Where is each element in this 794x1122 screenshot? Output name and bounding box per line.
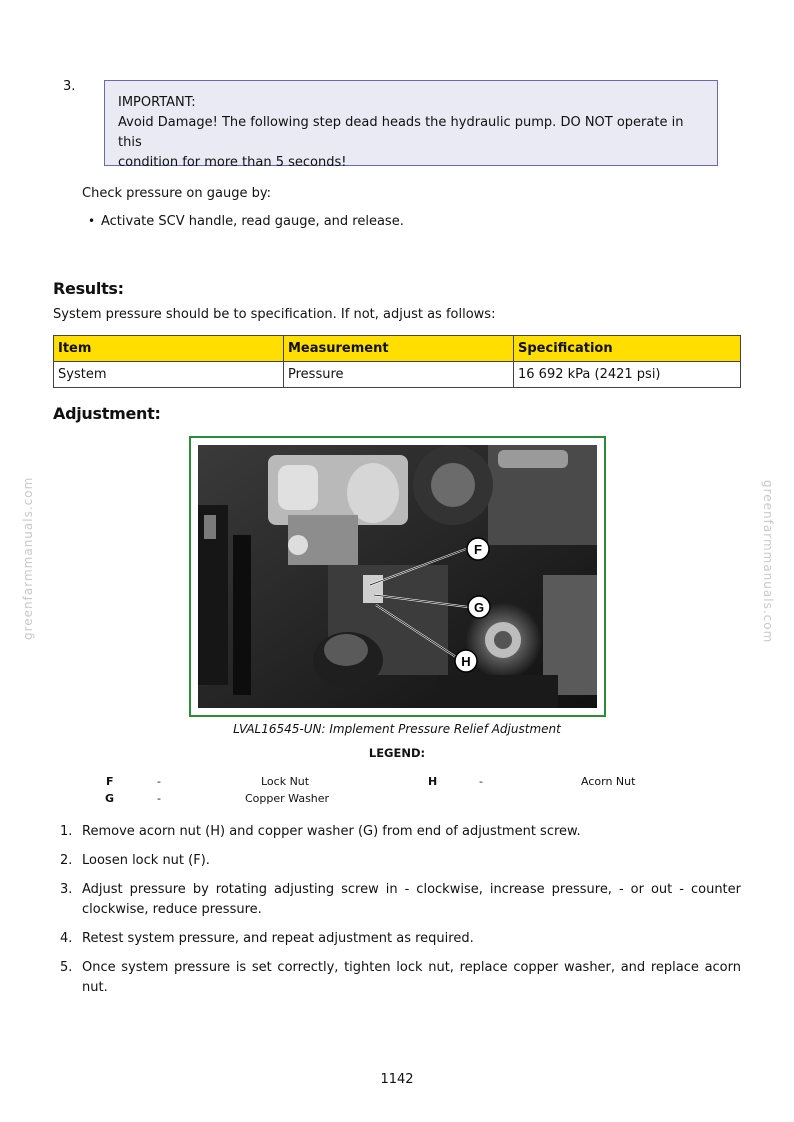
- table-header-item: Item: [54, 336, 284, 362]
- callout-g: [468, 596, 490, 618]
- list-item: [60, 958, 741, 998]
- bullet-text: Activate SCV handle, read gauge, and release.: [101, 214, 404, 229]
- legend-title: LEGEND:: [368, 746, 426, 760]
- callout-f: [467, 538, 489, 560]
- step-num: 3.: [60, 882, 73, 897]
- step-num: 1.: [60, 824, 73, 839]
- bullet-icon: •: [88, 214, 96, 228]
- legend-label-f: Lock Nut: [261, 775, 310, 788]
- legend-key-f: F: [106, 775, 114, 788]
- legend-dash-g: -: [157, 792, 161, 805]
- legend-key-g: G: [105, 792, 115, 805]
- step-text: Once system pressure is set correctly, tighten lock nut, replace copper washer, and replace acorn nut.: [82, 960, 741, 995]
- table-cell-measurement: Pressure: [284, 362, 514, 388]
- table-cell-specification: 16 692 kPa (2421 psi): [514, 362, 741, 388]
- check-pressure-text: Check pressure on gauge by:: [82, 186, 271, 201]
- step-num: 2.: [60, 853, 73, 868]
- results-text: System pressure should be to specification. If not, adjust as follows:: [53, 307, 496, 322]
- figure-frame: [189, 436, 606, 717]
- bullet-item: [88, 214, 404, 229]
- list-item: [60, 880, 741, 920]
- relief-valve-photo: [198, 445, 597, 708]
- adjustment-steps: [60, 822, 741, 1007]
- step-text: Loosen lock nut (F).: [82, 853, 210, 868]
- legend-label-h: Acorn Nut: [581, 775, 636, 788]
- step-num: 4.: [60, 931, 73, 946]
- step-num: 5.: [60, 960, 73, 975]
- page-number: 1142: [380, 1072, 414, 1087]
- figure-caption: LVAL16545-UN: Implement Pressure Relief Adjustment: [233, 722, 561, 736]
- legend-label-g: Copper Washer: [245, 792, 330, 805]
- step-number: 3.: [63, 79, 76, 94]
- table-row: [54, 362, 741, 388]
- specification-table: [53, 335, 741, 388]
- list-item: [60, 929, 741, 949]
- callout-h: [455, 650, 477, 672]
- callout-h-label: H: [461, 654, 471, 669]
- legend-key-h: H: [428, 775, 438, 788]
- step-text: Adjust pressure by rotating adjusting screw in - clockwise, increase pressure, - or out - counter clockwise, reduce pressure.: [82, 882, 741, 917]
- important-line-2: condition for more than 5 seconds!: [118, 155, 347, 170]
- list-item: [60, 822, 741, 842]
- step-text: Retest system pressure, and repeat adjustment as required.: [82, 931, 474, 946]
- watermark-right: greenfarmmanuals.com: [761, 480, 775, 644]
- callout-f-label: F: [474, 542, 482, 557]
- important-title: IMPORTANT:: [118, 95, 196, 110]
- adjustment-heading: Adjustment:: [53, 404, 161, 423]
- legend-dash-h: -: [479, 775, 483, 788]
- table-header-specification: Specification: [514, 336, 741, 362]
- callout-g-label: G: [473, 600, 485, 615]
- results-heading: Results:: [53, 279, 124, 298]
- important-notice: [104, 80, 718, 170]
- watermark-left: greenfarmmanuals.com: [21, 476, 35, 640]
- table-header-row: [54, 336, 741, 362]
- list-item: [60, 851, 741, 871]
- table-cell-item: System: [54, 362, 284, 388]
- important-line-1: Avoid Damage! The following step dead heads the hydraulic pump. DO NOT operate in this: [118, 115, 684, 150]
- table-header-measurement: Measurement: [284, 336, 514, 362]
- step-text: Remove acorn nut (H) and copper washer (G) from end of adjustment screw.: [82, 824, 581, 839]
- legend-dash-f: -: [157, 775, 161, 788]
